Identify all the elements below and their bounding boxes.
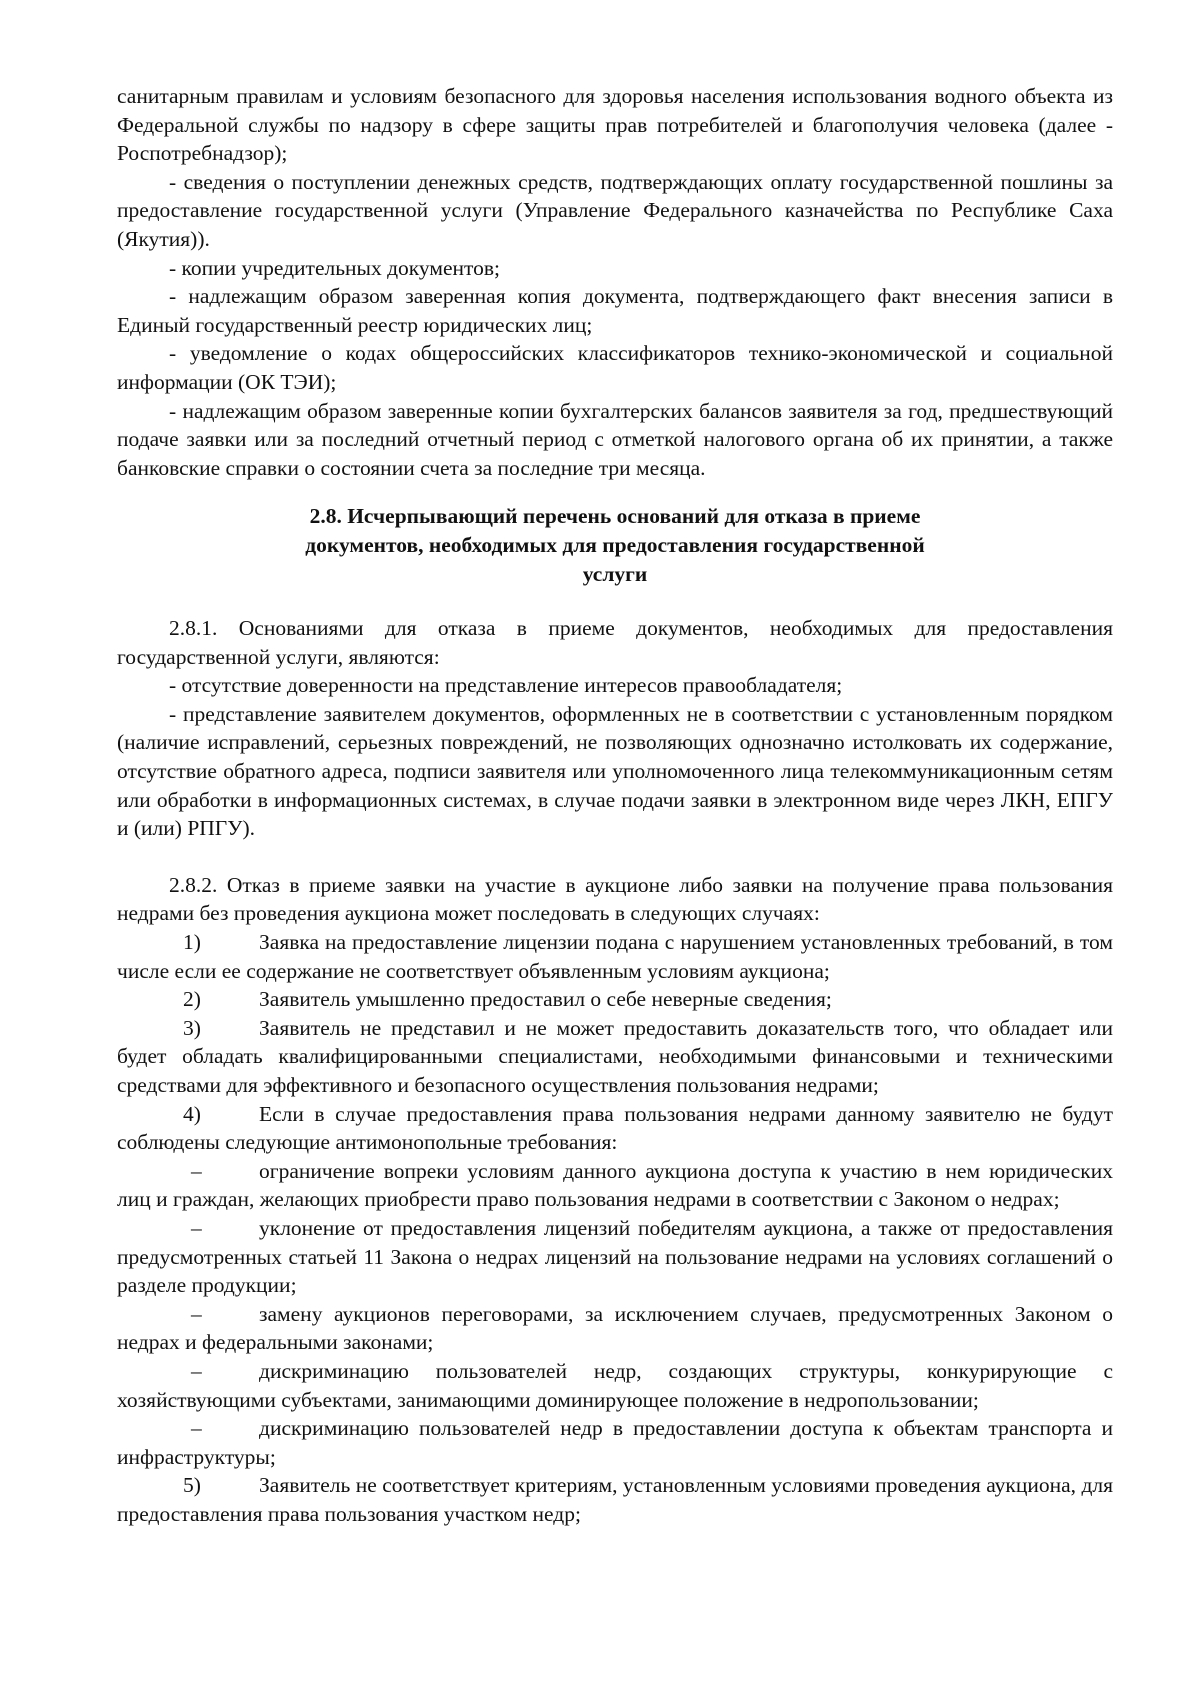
paragraph: 2.8.2. Отказ в приеме заявки на участие в аукционе либо заявки на получение права пользования недрами без проведения аукциона может последовать в следующих случаях: — [117, 872, 1113, 926]
list-marker: 1) — [183, 930, 201, 955]
dash-item — [117, 1414, 1113, 1471]
dash-item — [117, 1214, 1113, 1300]
dash-marker: – — [191, 1158, 202, 1183]
paragraph: санитарным правилам и условиям безопасного для здоровья населения использования водного объекта из Федеральной службы по надзору в сфере защиты прав потребителей и благополучия человека (далее - Роспотребнадзор); — [117, 84, 1113, 166]
dash-item — [117, 1157, 1113, 1214]
paragraph: - надлежащим образом заверенная копия документа, подтверждающего факт внесения записи в Единый государственный реестр юридических лиц; — [117, 284, 1113, 337]
list-item-text: Заявитель не представил и не может предоставить доказательств того, что обладает или будет обладать квалифицированными специалистами, необходимыми финансовыми и техническими средствами для эффективного и безопасного осуществления пользования недрами; — [117, 1015, 1113, 1097]
dash-item-text: ограничение вопреки условиям данного аукциона доступа к участию в нем юридических лиц и граждан, желающих приобрести право пользования недрами в соответствии с Законом о недрах; — [117, 1158, 1113, 1212]
dash-marker: – — [191, 1301, 202, 1326]
list-item — [117, 1100, 1113, 1157]
section-heading — [117, 502, 1113, 588]
dash-marker: – — [191, 1416, 202, 1441]
list-item — [117, 1014, 1113, 1100]
heading-line: услуги — [582, 561, 648, 586]
dash-item-text: дискриминацию пользователей недр в предоставлении доступа к объектам транспорта и инфраструктуры; — [117, 1416, 1113, 1469]
paragraph: 2.8.1. Основаниями для отказа в приеме документов, необходимых для предоставления государственной услуги, являются: — [117, 616, 1113, 669]
dash-item — [117, 1357, 1113, 1414]
list-marker: 4) — [183, 1101, 201, 1126]
list-item — [117, 1471, 1113, 1528]
paragraph: - представление заявителем документов, оформленных не в соответствии с установленным порядком (наличие исправлений, серьезных повреждений, не позволяющих однозначно истолковать их содержание, отсутствие обратного адреса, подписи заявителя или уполномоченного лица телекоммуникационным сетям или обработки в информационных системах, в случае подачи заявки в электронном виде через ЛКН, ЕПГУ и (или) РПГУ). — [117, 701, 1113, 841]
document-page — [117, 82, 1113, 1529]
list-item-text: Заявитель умышленно предоставил о себе неверные сведения; — [259, 987, 832, 1012]
paragraph: - отсутствие доверенности на представление интересов правообладателя; — [169, 673, 843, 698]
dash-item-text: дискриминацию пользователей недр, создающих структуры, конкурирующие с хозяйствующими субъектами, занимающими доминирующее положение в недропользовании; — [117, 1358, 1113, 1412]
paragraph: - сведения о поступлении денежных средств, подтверждающих оплату государственной пошлины за предоставление государственной услуги (Управление Федерального казначейства по Республике Саха (Якутия)). — [117, 169, 1113, 251]
dash-item-text: замену аукционов переговорами, за исключением случаев, предусмотренных Законом о недрах и федеральными законами; — [117, 1301, 1113, 1355]
dash-marker: – — [191, 1358, 202, 1383]
list-item-text: Заявка на предоставление лицензии подана с нарушением установленных требований, в том числе если ее содержание не соответствует объявленным условиям аукциона; — [117, 930, 1113, 983]
list-item — [117, 928, 1113, 985]
heading-line: документов, необходимых для предоставления государственной — [305, 532, 925, 557]
list-marker: 2) — [183, 987, 201, 1012]
dash-item — [117, 1300, 1113, 1357]
paragraph: - надлежащим образом заверенные копии бухгалтерских балансов заявителя за год, предшествующий подаче заявки или за последний отчетный период с отметкой налогового органа об их принятии, а также банковские справки о состоянии счета за последние три месяца. — [117, 398, 1113, 480]
paragraph: - копии учредительных документов; — [169, 255, 501, 280]
spacer — [117, 843, 1113, 871]
heading-line: 2.8. Исчерпывающий перечень оснований для отказа в приеме — [309, 504, 921, 529]
dash-marker: – — [191, 1215, 202, 1240]
list-item — [117, 985, 1113, 1014]
paragraph: - уведомление о кодах общероссийских классификаторов технико-экономической и социальной информации (ОК ТЭИ); — [117, 341, 1113, 394]
list-marker: 5) — [183, 1473, 201, 1498]
list-item-text: Заявитель не соответствует критериям, установленным условиями проведения аукциона, для предоставления права пользования участком недр; — [117, 1473, 1113, 1526]
dash-item-text: уклонение от предоставления лицензий победителям аукциона, а также от предоставления предусмотренных статьей 11 Закона о недрах лицензий на пользование недрами на условиях соглашений о разделе продукции; — [117, 1215, 1113, 1298]
list-marker: 3) — [183, 1015, 201, 1040]
list-item-text: Если в случае предоставления права пользования недрами данному заявителю не будут соблюдены следующие антимонопольные требования: — [117, 1101, 1113, 1155]
